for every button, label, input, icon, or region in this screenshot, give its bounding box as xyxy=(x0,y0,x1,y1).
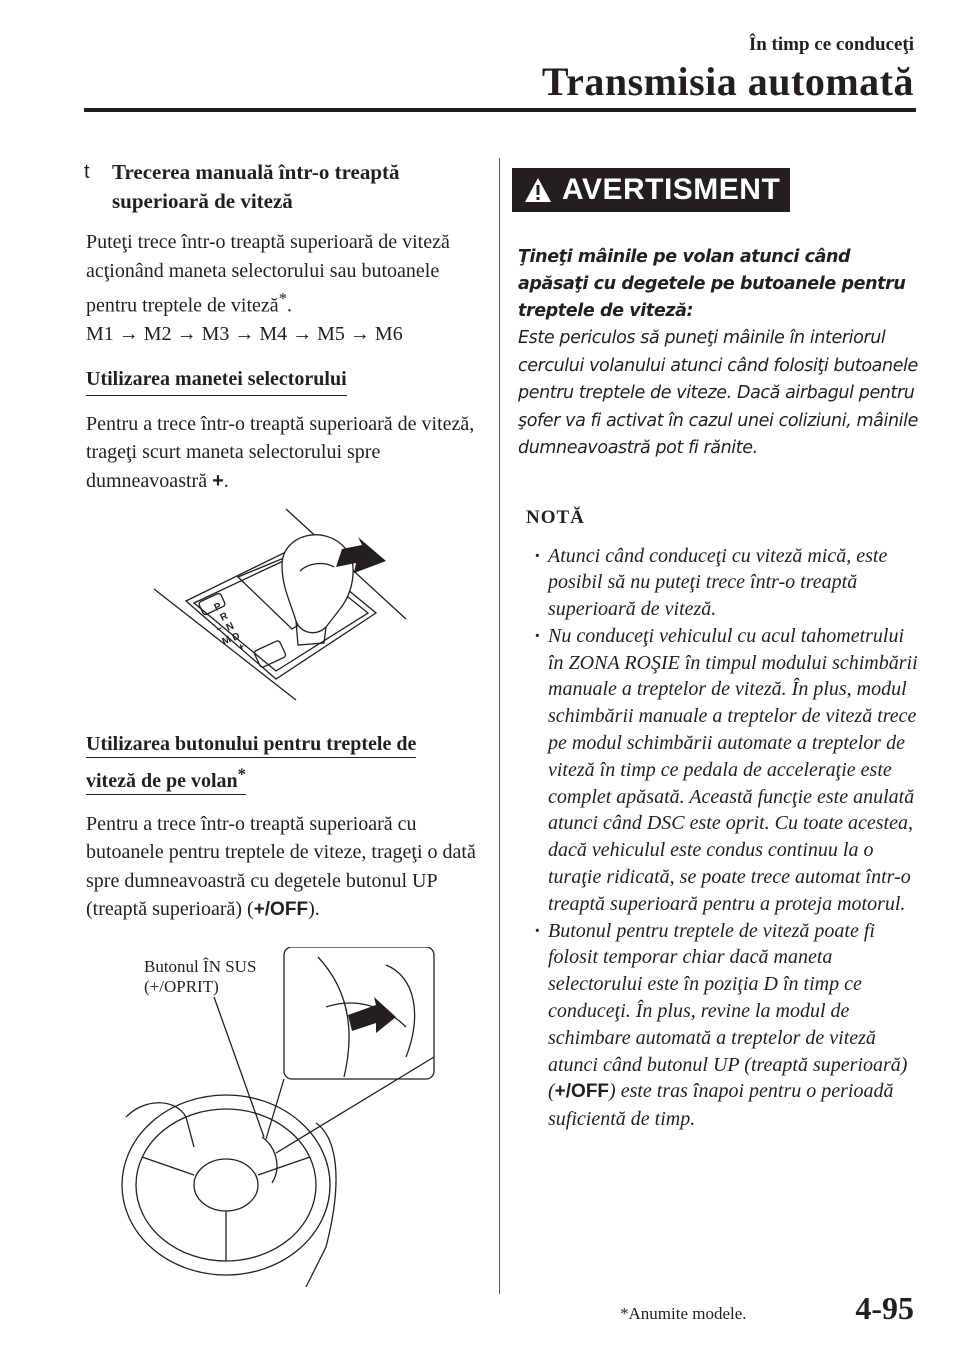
warning-badge xyxy=(512,168,790,212)
warning-body: Este periculos să puneţi mâinile în interiorul cercului volanului atunci când folosiţi butoanele pentru treptele de viteze. Dacă airbagul pentru şofer va fi activat în cazul unei coliziuni, mâinile dumneavoastră pot fi rănite. xyxy=(518,328,918,458)
steering-button-heading xyxy=(86,729,478,796)
header-rule xyxy=(84,108,916,112)
plus-symbol: + xyxy=(212,469,224,492)
steering-button-title-b-wrap xyxy=(86,764,246,795)
manual-upshift-heading xyxy=(86,158,478,216)
intro-text: Puteţi trece într-o treaptă superioară de viteză acţionând maneta selectorului sau butoanele pentru treptele de viteză xyxy=(86,231,450,317)
manual-upshift-title: Trecerea manuală într-o treaptă superioară de viteză xyxy=(112,160,400,213)
up-button-label-2: (+/OPRIT) xyxy=(144,976,219,996)
chapter-title: În timp ce conduceţi xyxy=(748,34,914,55)
shifter-drawing xyxy=(86,505,478,715)
note-item xyxy=(548,918,924,1133)
steering-drawing xyxy=(86,947,478,1287)
steering-button-end: ). xyxy=(308,898,320,921)
shifter-label-p: P xyxy=(212,601,224,614)
intro-paragraph xyxy=(86,228,478,349)
shifter-label-d: D xyxy=(230,630,242,644)
intro-end: . xyxy=(287,294,293,317)
footnote: *Anumite modele. xyxy=(620,1304,747,1323)
up-button-label-1: Butonul ÎN SUS xyxy=(144,956,257,976)
shifter-label-n: N xyxy=(224,620,236,634)
selector-lever-paragraph xyxy=(86,410,478,496)
plus-off-symbol: +/OFF xyxy=(554,1081,610,1103)
shifter-label-r: R xyxy=(218,610,230,624)
left-column xyxy=(86,158,478,1287)
steering-button-title-a: Utilizarea butonului pentru treptele de xyxy=(86,733,416,758)
warning-label: AVERTISMENT xyxy=(562,173,781,206)
page-number: 4-95 xyxy=(855,1290,914,1326)
note3-text-a: Butonul pentru treptele de viteză poate fi folosit temporar chiar dacă maneta selectorului este în poziţia D în timp ce conduceţi. În plus, revine la modul de schimbare automată a treptelor de viteză atunci când butonul UP (treaptă superioară) ( xyxy=(548,919,908,1103)
selector-lever-end: . xyxy=(223,469,229,492)
steering-button-paragraph xyxy=(86,810,478,925)
steering-footnote-mark: * xyxy=(237,764,246,784)
shifter-illustration xyxy=(86,505,478,715)
pull-paddle-arrow-icon xyxy=(348,997,396,1033)
steering-button-text: Pentru a trece într-o treaptă superioară cu butoanele pentru treptele de viteze, trageţi o dată spre dumneavoastră cu degetele butonul UP (treaptă superioară) ( xyxy=(86,812,476,921)
shifter-label-plus: + xyxy=(236,641,247,654)
steering-button-title-b: viteză de pe volan xyxy=(86,769,238,792)
section-bullet: t xyxy=(84,161,90,183)
selector-lever-heading: Utilizarea manetei selectorului xyxy=(86,365,347,396)
column-divider xyxy=(499,158,500,1294)
shifter-label-m: M xyxy=(220,634,233,648)
steering-illustration xyxy=(86,947,478,1287)
note-item: · Atunci când conduceţi cu viteză mică, este posibil să nu puteţi trece într-o treaptă superioară de viteză. xyxy=(548,543,924,623)
intro-footnote-mark: * xyxy=(278,289,288,308)
shifter-label-minus: − xyxy=(214,623,225,636)
note-list xyxy=(518,543,924,1134)
up-button-callout xyxy=(144,957,256,997)
warning-triangle-icon xyxy=(524,177,552,203)
note-item: · Nu conduceţi vehiculul cu acul tahometrului în ZONA ROŞIE în timpul modului schimbării manuale a treptelor de viteză. În plus, modul schimbării manuale a treptelor de viteză trece pe modul schimbării automate a treptelor de viteză în timp ce pedala de acceleraţie este complet apăsată. Această funcţie este anulată atunci când DSC este oprit. Cu toate acestea, dacă vehiculul este condus continuu la o turaţie ridicată, se poate trece automat într-o treaptă superioară pentru a proteja motorul. xyxy=(548,623,924,918)
warning-title: Ţineţi mâinile pe volan atunci când apăsaţi cu degetele pe butoanele pentru treptele de viteză: xyxy=(518,247,906,321)
selector-lever-text: Pentru a trece într-o treaptă superioară de viteză, trageţi scurt maneta selectorului spre dumneavoastră xyxy=(86,412,475,492)
plus-off-symbol: +/OFF xyxy=(253,899,309,921)
section-title: Transmisia automată xyxy=(541,59,914,104)
gear-sequence: M1 → M2 → M3 → M4 → M5 → M6 xyxy=(86,323,403,346)
right-column xyxy=(518,168,924,1133)
note3-text-b: ) este tras înapoi pentru o perioadă suficientă de timp. xyxy=(548,1080,894,1131)
note-title: NOTĂ xyxy=(526,506,585,528)
